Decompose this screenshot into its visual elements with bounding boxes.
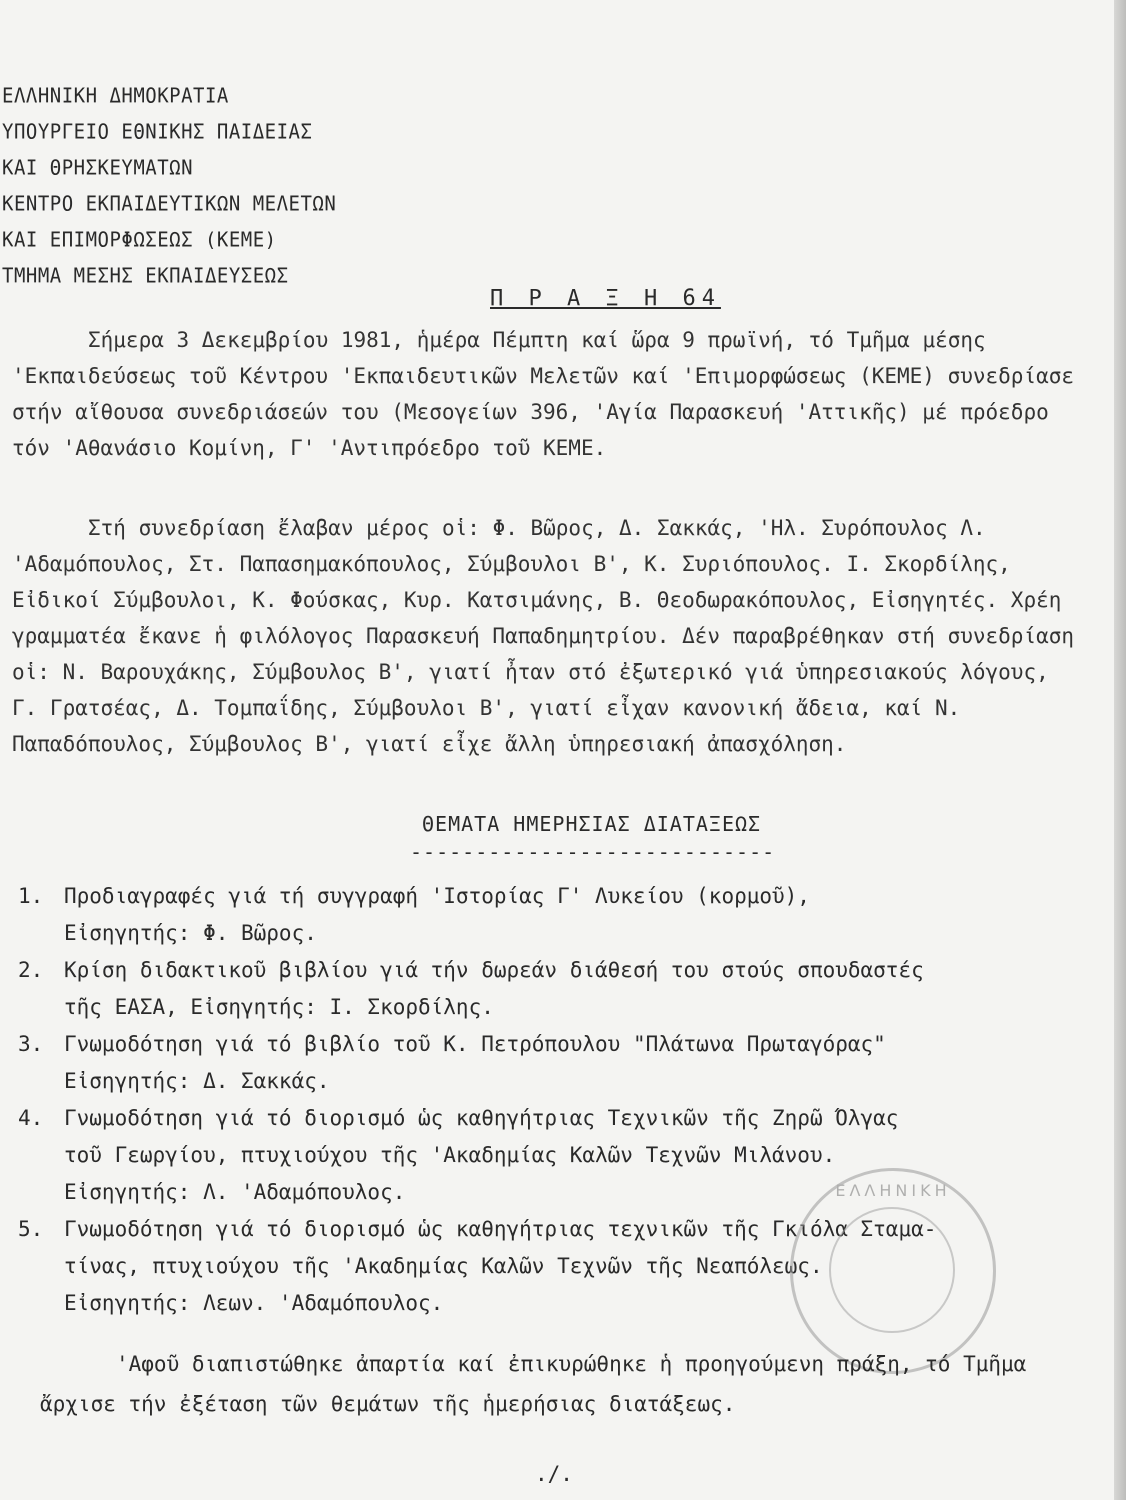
letterhead-line: ΥΠΟΥΡΓΕΙΟ ΕΘΝΙΚΗΣ ΠΑΙΔΕΙΑΣ (2, 120, 313, 144)
stamp-inner-ring (829, 1207, 955, 1333)
agenda-item-line: Προδιαγραφές γιά τή συγγραφή 'Ιστορίας Γ' Λυκείου (κορμοῦ), (64, 884, 810, 908)
agenda-item (18, 878, 1078, 952)
agenda-item-line: Κρίση διδακτικοῦ βιβλίου γιά τήν δωρεάν διάθεσή του στούς σπουδαστές (64, 958, 924, 982)
agenda-title: ΘΕΜΑΤΑ ΗΜΕΡΗΣΙΑΣ ΔΙΑΤΑΞΕΩΣ (422, 812, 762, 836)
agenda-item (18, 1026, 1078, 1100)
agenda-item-line: Εἰσηγητής: Λ. 'Αδαμόπουλος. (64, 1180, 406, 1204)
agenda-item-line: Εἰσηγητής: Λεων. 'Αδαμόπουλος. (64, 1291, 444, 1315)
attendance-paragraph: Στή συνεδρίαση ἔλαβαν μέρος οἱ: Φ. Βῶρος, Δ. Σακκάς, 'Ηλ. Συρόπουλος Λ. 'Αδαμόπουλος, Στ. Παπασημακόπουλος, Σύμβουλοι Β', Κ. Συριόπουλος. Ι. Σκορδίλης, Εἰδικοί Σύμβουλοι, Κ. Φούσκας, Κυρ. Κατσιμάνης, Β. Θεοδωρακόπουλος, Εἰσηγητές. Χρέη γραμματέα ἔκανε ἡ φιλόλογος Παρασκευή Παπαδημητρίου. Δέν παραβρέθηκαν στή συνεδρίαση οἱ: Ν. Βαρουχάκης, Σύμβουλος Β', γιατί ἦταν στό ἐξωτερικό γιά ὑπηρεσιακούς λόγους, Γ. Γρατσέας, Δ. Τομπαΐδης, Σύμβουλοι Β', γιατί εἶχαν κανονική ἄδεια, καί Ν. Παπαδόπουλος, Σύμβουλος Β', γιατί εἶχε ἄλλη ὑπηρεσιακή ἀπασχόληση. (12, 516, 1075, 756)
letterhead-line: ΚΑΙ ΕΠΙΜΟΡΦΩΣΕΩΣ (ΚΕΜΕ) (2, 228, 277, 252)
stamp-text: ΕΛΛΗΝΙΚΗ (835, 1181, 951, 1200)
agenda-item-line: Γνωμοδότηση γιά τό διορισμό ὡς καθηγήτριας τεχνικῶν τῆς Γκιόλα Σταμα- (64, 1217, 937, 1241)
letterhead-line: ΚΑΙ ΘΡΗΣΚΕΥΜΑΤΩΝ (2, 156, 194, 180)
agenda-item-number: 1. (18, 884, 44, 908)
agenda-item-line: Γνωμοδότηση γιά τό βιβλίο τοῦ Κ. Πετρόπουλου "Πλάτωνα Πρωταγόρας" (64, 1032, 886, 1056)
agenda-item (18, 952, 1078, 1026)
agenda-item-number: 5. (18, 1217, 44, 1241)
page-binding-edge (1114, 0, 1126, 1500)
opening-paragraph: Σήμερα 3 Δεκεμβρίου 1981, ἡμέρα Πέμπτη καί ὥρα 9 πρωϊνή, τό Τμῆμα μέσης 'Εκπαιδεύσεως τοῦ Κέντρου 'Εκπαιδευτικῶν Μελετῶν καί 'Επιμορφώσεως (ΚΕΜΕ) συνεδρίασε στήν αἴθουσα συνεδριάσεών του (Μεσογείων 396, 'Αγία Παρασκευή 'Αττικῆς) μέ πρόεδρο τόν 'Αθανάσιο Κομίνη, Γ' 'Αντιπρόεδρο τοῦ ΚΕΜΕ. (12, 328, 1075, 460)
agenda-item-line: Γνωμοδότηση γιά τό διορισμό ὡς καθηγήτριας Τεχνικῶν τῆς Ζηρῶ Όλγας (64, 1106, 899, 1130)
letterhead (2, 78, 336, 294)
document-title: Π Ρ Α Ξ Η 64 (490, 286, 721, 311)
letterhead-line: ΤΜΗΜΑ ΜΕΣΗΣ ΕΚΠΑΙΔΕΥΣΕΩΣ (2, 264, 289, 288)
agenda-item-line: τίνας, πτυχιούχου τῆς 'Ακαδημίας Καλῶν Τεχνῶν τῆς Νεαπόλεως. (64, 1254, 823, 1278)
agenda-item-line: Εἰσηγητής: Δ. Σακκάς. (64, 1069, 330, 1093)
agenda-item-line: τῆς ΕΑΣΑ, Εἰσηγητής: Ι. Σκορδίλης. (64, 995, 494, 1019)
agenda-item-number: 3. (18, 1032, 44, 1056)
letterhead-line: ΚΕΝΤΡΟ ΕΚΠΑΙΔΕΥΤΙΚΩΝ ΜΕΛΕΤΩΝ (2, 192, 337, 216)
agenda-item-number: 2. (18, 958, 44, 982)
letterhead-line: ΕΛΛΗΝΙΚΗ ΔΗΜΟΚΡΑΤΙΑ (2, 84, 229, 108)
continuation-mark: ./. (535, 1462, 573, 1486)
closing-paragraph: 'Αφοῦ διαπιστώθηκε ἀπαρτία καί ἐπικυρώθηκε ἡ προηγούμενη πράξη, τό Τμῆμα ἄρχισε τήν ἐξέταση τῶν θεμάτων τῆς ἡμερήσιας διατάξεως. (40, 1352, 1027, 1416)
agenda-item-number: 4. (18, 1106, 44, 1130)
agenda-item-line: Εἰσηγητής: Φ. Βῶρος. (64, 921, 317, 945)
agenda-item-line: τοῦ Γεωργίου, πτυχιούχου τῆς 'Ακαδημίας Καλῶν Τεχνῶν Μιλάνου. (64, 1143, 836, 1167)
agenda-title-underline: ---------------------------- (410, 840, 776, 864)
